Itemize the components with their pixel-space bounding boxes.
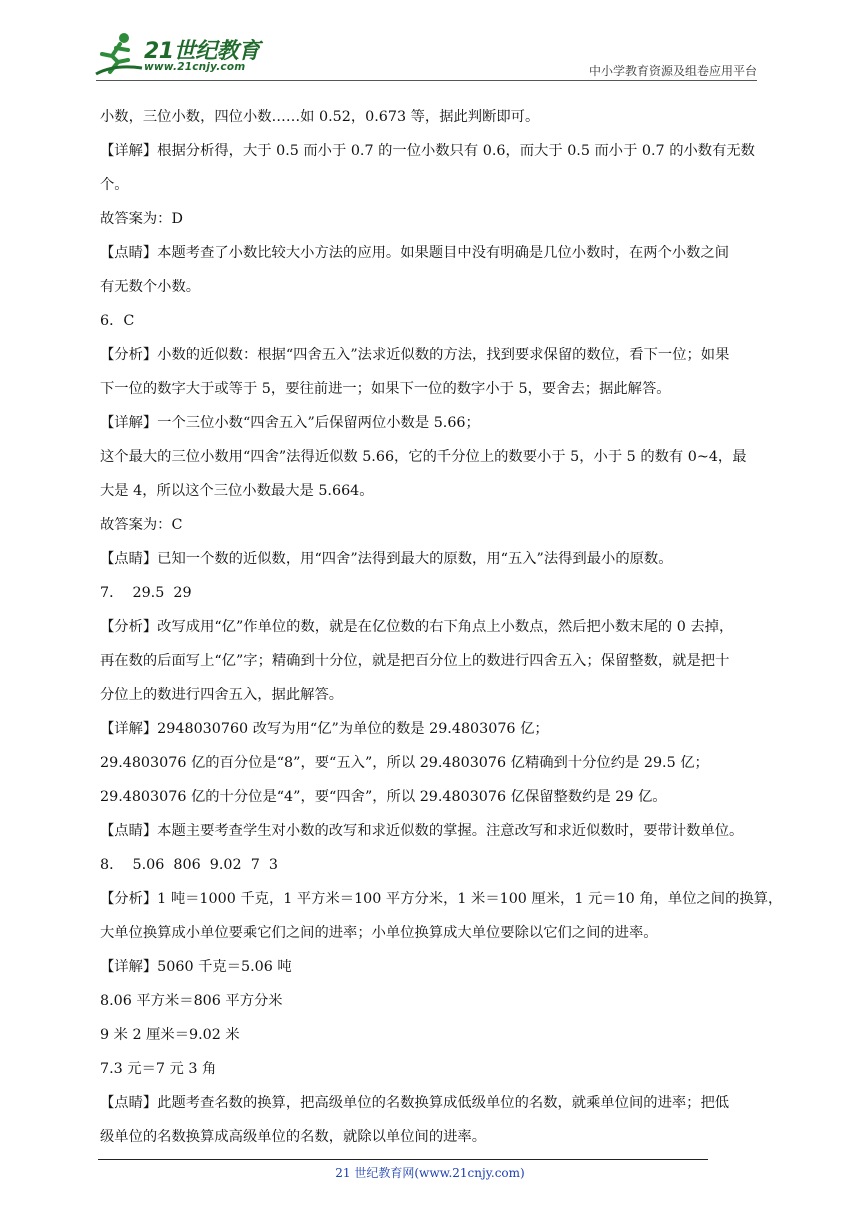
text-line: 故答案为：D xyxy=(100,211,183,227)
text-line: 级单位的名数换算成高级单位的名数，就除以单位间的进率。 xyxy=(100,1129,487,1145)
text-line: 【点睛】本题考查了小数比较大小方法的应用。如果题目中没有明确是几位小数时，在两个小数之间 xyxy=(100,245,730,261)
text-line: 7.3 元＝7 元 3 角 xyxy=(100,1061,217,1077)
text-line: 有无数个小数。 xyxy=(100,279,201,295)
text-line: 【分析】小数的近似数：根据“四舍五入”法求近似数的方法，找到要求保留的数位，看下一位；如果 xyxy=(100,347,730,363)
text-line: 下一位的数字大于或等于 5，要往前进一；如果下一位的数字小于 5，要舍去；据此解答。 xyxy=(100,381,671,397)
text-line: 29.4803076 亿的百分位是“8”，要“五入”，所以 29.4803076 亿精确到十分位约是 29.5 亿； xyxy=(100,755,709,771)
text-line: 【分析】1 吨＝1000 千克，1 平方米＝100 平方分米，1 米＝100 厘米，1 元＝10 角，单位之间的换算， xyxy=(100,891,783,907)
logo[interactable] xyxy=(94,30,264,80)
text-line: 【详解】2948030760 改写为用“亿”为单位的数是 29.4803076 亿； xyxy=(100,721,549,737)
question-number: 8． 5.06 806 9.02 7 3 xyxy=(100,857,278,873)
text-line: 【详解】一个三位小数“四舍五入”后保留两位小数是 5.66； xyxy=(100,415,480,431)
text-line: 分位上的数进行四舍五入，据此解答。 xyxy=(100,687,344,703)
text-line: 大单位换算成小单位要乘它们之间的进率；小单位换算成大单位要除以它们之间的进率。 xyxy=(100,925,658,941)
logo-url: www.21cnjy.com xyxy=(144,61,246,73)
text-line: 故答案为：C xyxy=(100,517,183,533)
text-line: 【点睛】本题主要考查学生对小数的改写和求近似数的掌握。注意改写和求近似数时，要带计数单位。 xyxy=(100,823,744,839)
platform-title: 中小学教育资源及组卷应用平台 xyxy=(588,64,757,78)
document-body xyxy=(100,100,783,1154)
text-line: 8.06 平方米＝806 平方分米 xyxy=(100,993,283,1009)
runner-logo-icon xyxy=(94,30,146,78)
page-header xyxy=(0,0,860,84)
text-line: 再在数的后面写上“亿”字；精确到十分位，就是把百分位上的数进行四舍五入；保留整数，就是把十 xyxy=(100,653,730,669)
logo-text: 21世纪教育 xyxy=(144,39,260,64)
text-line: 【详解】根据分析得，大于 0.5 而小于 0.7 的一位小数只有 0.6，而大于 0.5 而小于 0.7 的小数有无数 xyxy=(100,143,755,159)
text-line: 【分析】改写成用“亿”作单位的数，就是在亿位数的右下角点上小数点，然后把小数末尾的 0 去掉， xyxy=(100,619,734,635)
text-line: 个。 xyxy=(100,177,129,193)
text-line: 大是 4，所以这个三位小数最大是 5.664。 xyxy=(100,483,374,499)
footer-divider xyxy=(98,1159,708,1160)
text-line: 29.4803076 亿的十分位是“4”，要“四舍”，所以 29.4803076 亿保留整数约是 29 亿。 xyxy=(100,789,667,805)
text-line: 【点睛】已知一个数的近似数，用“四舍”法得到最大的原数，用“五入”法得到最小的原数。 xyxy=(100,551,673,567)
text-line: 【点睛】此题考查名数的换算，把高级单位的名数换算成低级单位的名数，就乘单位间的进率；把低 xyxy=(100,1095,730,1111)
text-line: 9 米 2 厘米＝9.02 米 xyxy=(100,1027,240,1043)
text-line: 【详解】5060 千克＝5.06 吨 xyxy=(100,959,292,975)
question-number: 6．C xyxy=(100,313,135,329)
text-line: 这个最大的三位小数用“四舍”法得近似数 5.66，它的千分位上的数要小于 5，小于 5 的数有 0~4，最 xyxy=(100,449,747,465)
text-line: 小数，三位小数，四位小数……如 0.52，0.673 等，据此判断即可。 xyxy=(100,109,540,125)
question-number: 7． 29.5 29 xyxy=(100,585,192,601)
header-divider xyxy=(96,80,757,81)
footer-link[interactable]: 21 世纪教育网(www.21cnjy.com) xyxy=(335,1166,525,1180)
